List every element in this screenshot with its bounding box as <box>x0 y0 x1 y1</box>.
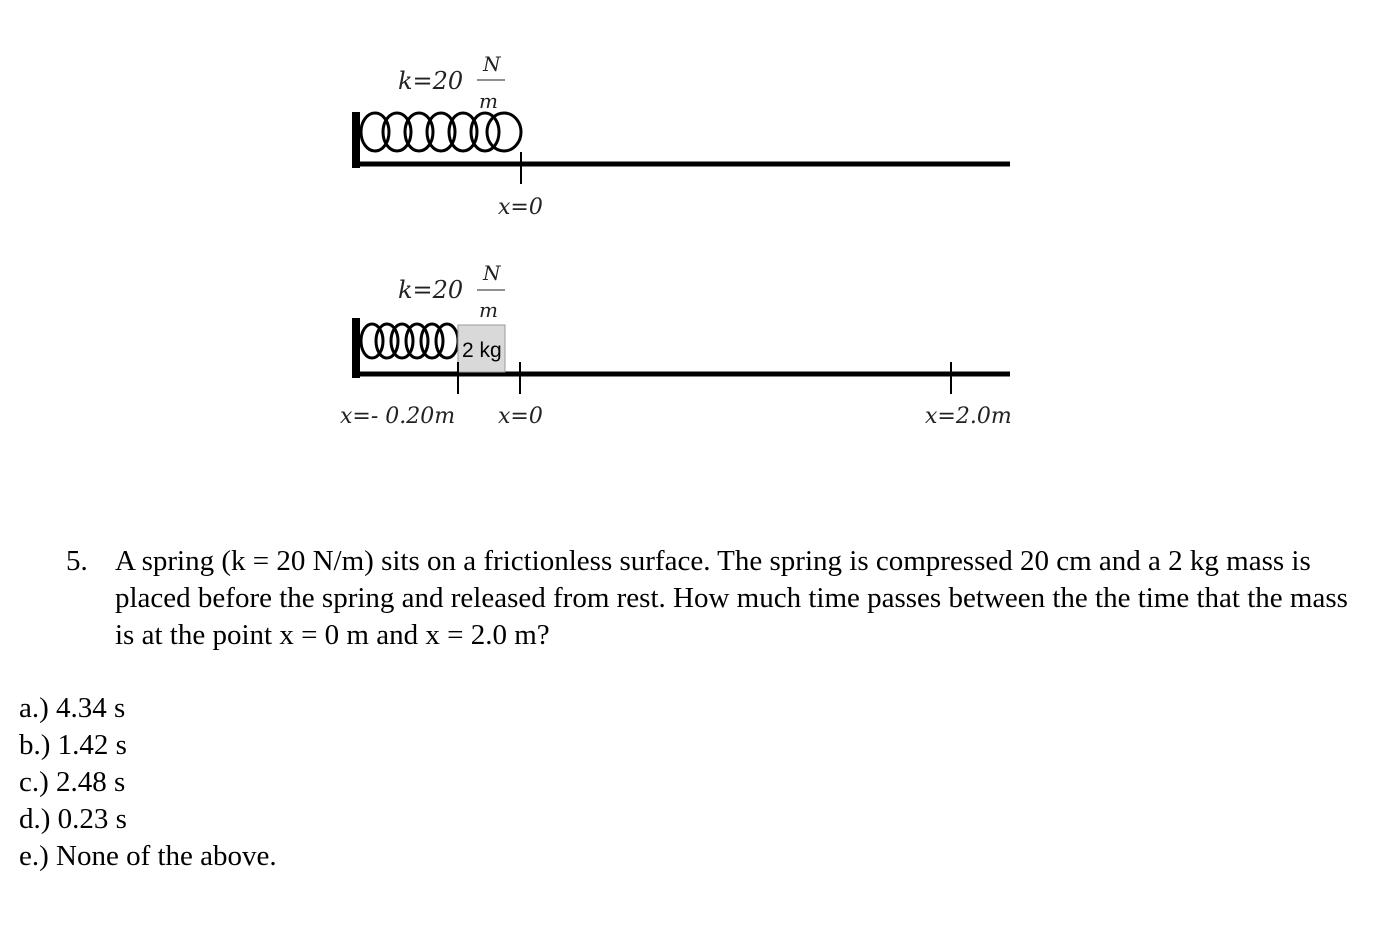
end-position-label: x=2.0m <box>925 404 1012 429</box>
bottom-origin-label: x=0 <box>498 404 543 429</box>
answer-choices <box>19 690 277 875</box>
top-k-unit-numerator: N <box>483 52 501 76</box>
top-diagram <box>352 52 1010 220</box>
choice-d: d.) 0.23 s <box>19 803 127 835</box>
question-number: 5. <box>66 545 88 577</box>
bottom-k-label: k=20 <box>398 276 464 304</box>
bottom-diagram <box>340 261 1012 429</box>
compressed-position-label: x=- 0.20m <box>340 404 456 429</box>
top-origin-label: x=0 <box>498 195 543 220</box>
question <box>66 543 1356 654</box>
top-spring <box>361 113 521 151</box>
bottom-k-unit-denominator: m <box>479 298 498 322</box>
top-k-unit-denominator: m <box>479 89 498 113</box>
bottom-spring <box>361 324 458 358</box>
choice-a: a.) 4.34 s <box>19 692 126 724</box>
choice-b: b.) 1.42 s <box>19 729 127 761</box>
bottom-k-unit-numerator: N <box>483 261 501 285</box>
question-text: A spring (k = 20 N/m) sits on a frictionless surface. The spring is compressed 20 cm and a 2 kg mass is placed before the spring and released from rest. How much time passes between the the time that the mass is at the point x = 0 m and x = 2.0 m? <box>115 545 1348 651</box>
choice-e: e.) None of the above. <box>19 840 277 872</box>
choice-c: c.) 2.48 s <box>19 766 126 798</box>
bottom-wall <box>352 318 360 378</box>
spring-diagram <box>0 0 1386 470</box>
top-wall <box>352 112 360 168</box>
top-k-label: k=20 <box>398 67 464 95</box>
mass-label: 2 kg <box>462 339 502 362</box>
